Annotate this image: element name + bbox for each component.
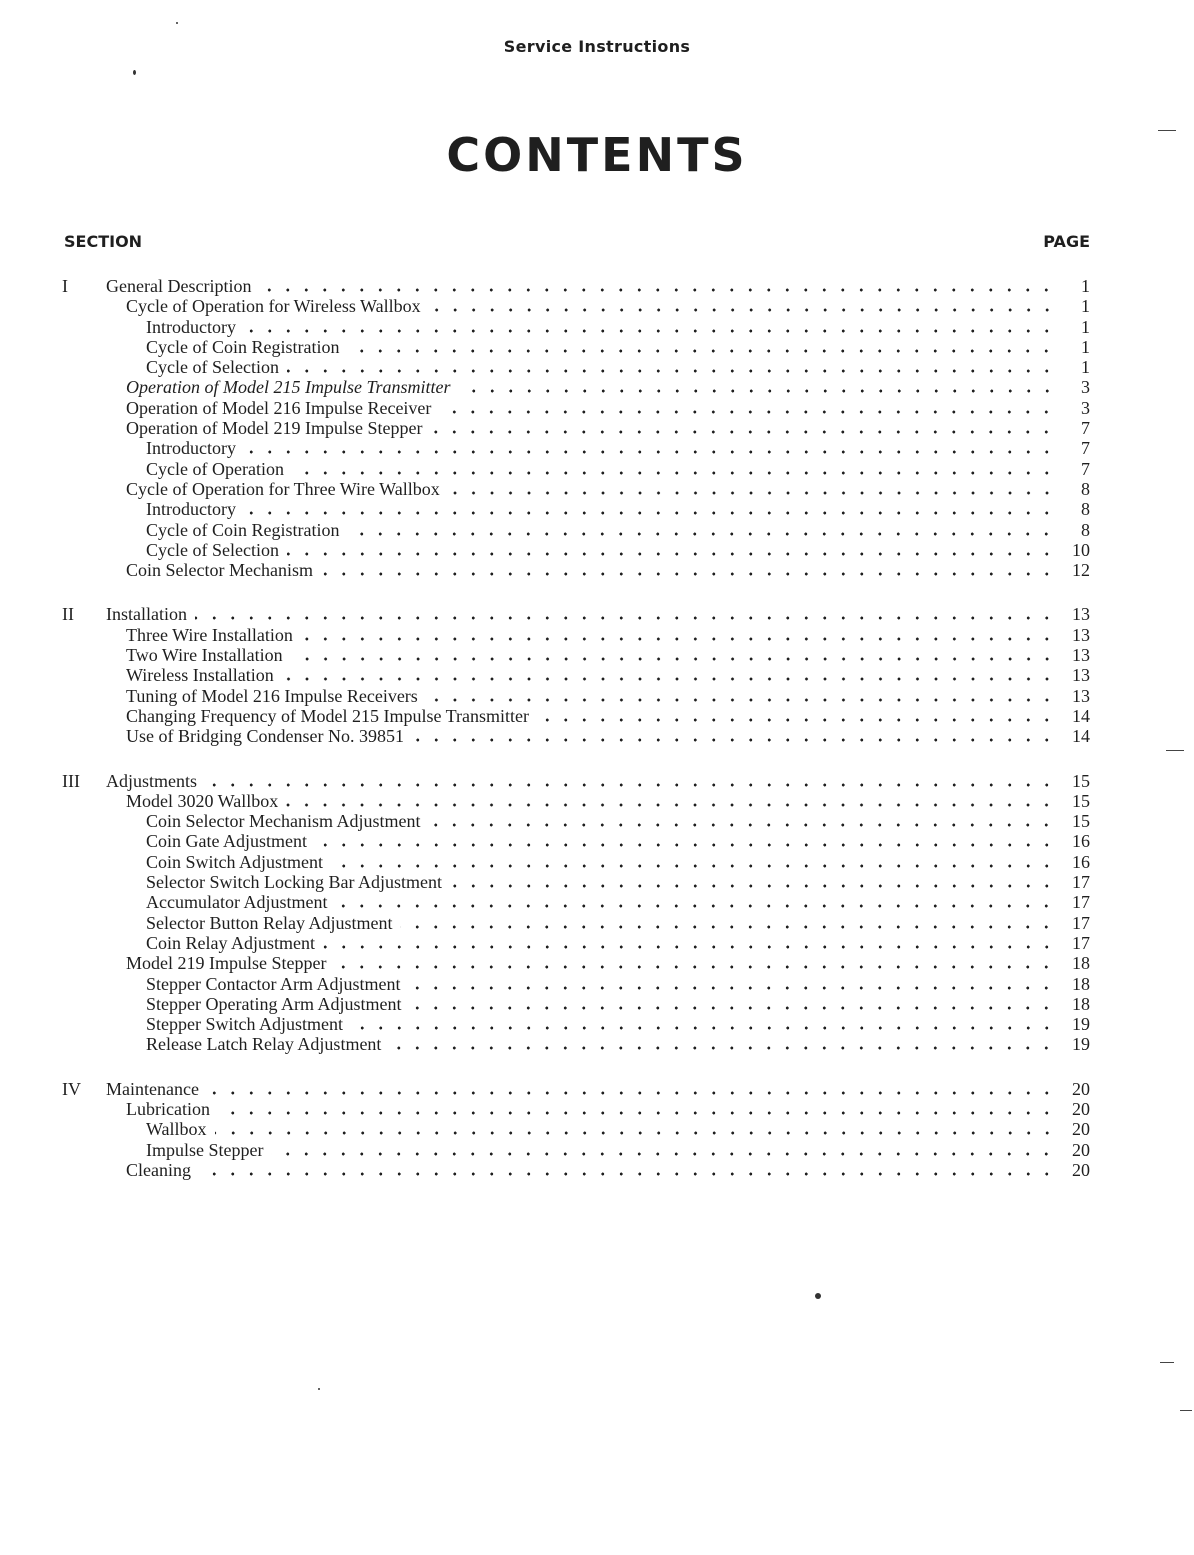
toc-entry (60, 398, 1090, 418)
dot-leader (292, 471, 1056, 475)
toc-entry-title: Cleaning (126, 1159, 191, 1180)
scan-speck (176, 22, 178, 24)
dot-leader (205, 783, 1056, 787)
toc-entry-title: Introductory (146, 316, 236, 337)
toc-entry (60, 1014, 1090, 1034)
toc-page-number: 13 (1072, 665, 1090, 686)
toc-entry (60, 1079, 1090, 1099)
toc-entry-title: Cycle of Operation (146, 458, 284, 479)
dot-leader (450, 884, 1056, 888)
toc-entry-title: Selector Switch Locking Bar Adjustment (146, 872, 442, 893)
toc-page-number: 16 (1072, 831, 1090, 852)
toc-page-number: 7 (1081, 418, 1090, 439)
toc-entry (60, 831, 1090, 851)
toc-entry (60, 1119, 1090, 1139)
toc-entry (60, 357, 1090, 377)
toc-page-number: 10 (1072, 539, 1090, 560)
toc-entry (60, 520, 1090, 540)
dot-leader (334, 965, 1056, 969)
toc-page-number: 16 (1072, 851, 1090, 872)
dot-leader (244, 329, 1056, 333)
toc-entry-title: Coin Relay Adjustment (146, 932, 315, 953)
toc-entry-title: Impulse Stepper (146, 1139, 264, 1160)
toc-page-number: 14 (1072, 726, 1090, 747)
toc-entry (60, 852, 1090, 872)
scan-edge-mark (1180, 1410, 1192, 1411)
section-numeral: I (62, 276, 68, 296)
toc-page-number: 1 (1081, 336, 1090, 357)
toc-section-group (60, 771, 1090, 1055)
toc-entry (60, 438, 1090, 458)
scan-edge-mark (1158, 130, 1176, 131)
toc-page-number: 7 (1081, 438, 1090, 459)
toc-page-number: 18 (1072, 953, 1090, 974)
toc-page-number: 15 (1072, 811, 1090, 832)
toc-entry-title: Introductory (146, 499, 236, 520)
toc-page-number: 17 (1072, 912, 1090, 933)
toc-entry (60, 459, 1090, 479)
toc-entry-title: Stepper Contactor Arm Adjustment (146, 973, 401, 994)
toc-page-number: 13 (1072, 604, 1090, 625)
toc-entry (60, 686, 1090, 706)
dot-leader (448, 491, 1056, 495)
dot-leader (271, 1152, 1056, 1156)
toc-entry-title: Use of Bridging Condenser No. 39851 (126, 726, 404, 747)
toc-entry-title: Cycle of Coin Registration (146, 519, 340, 540)
toc-entry-title: Stepper Operating Arm Adjustment (146, 993, 402, 1014)
toc-entry-title: Tuning of Model 216 Impulse Receivers (126, 685, 418, 706)
toc-page-number: 20 (1072, 1159, 1090, 1180)
toc-entry (60, 872, 1090, 892)
toc-entry-title: Operation of Model 219 Impulse Stepper (126, 418, 423, 439)
dot-leader (282, 677, 1056, 681)
scan-speck (318, 1388, 320, 1390)
dot-leader (218, 1111, 1056, 1115)
toc-page-number: 1 (1081, 276, 1090, 296)
toc-section-group (60, 276, 1090, 580)
section-numeral: III (62, 770, 80, 791)
toc-entry (60, 726, 1090, 746)
toc-section-group (60, 604, 1090, 746)
toc-entry (60, 337, 1090, 357)
toc-entry (60, 994, 1090, 1014)
toc-entry (60, 604, 1090, 624)
dot-leader (286, 803, 1056, 807)
dot-leader (389, 1046, 1056, 1050)
toc-entry-title: Wireless Installation (126, 665, 274, 686)
toc-page-number: 13 (1072, 645, 1090, 666)
toc-entry (60, 771, 1090, 791)
toc-entry (60, 892, 1090, 912)
toc-entry-title: Model 3020 Wallbox (126, 790, 279, 811)
toc-entry-title: Coin Selector Mechanism Adjustment (146, 811, 421, 832)
toc-entry (60, 377, 1090, 397)
dot-leader (335, 904, 1056, 908)
dot-leader (259, 288, 1056, 292)
toc-page-number: 15 (1072, 770, 1090, 791)
toc-page-number: 8 (1081, 499, 1090, 520)
toc-page-number: 13 (1072, 624, 1090, 645)
dot-leader (400, 925, 1056, 929)
toc-entry-title: Coin Selector Mechanism (126, 560, 313, 581)
toc-entry-title: Installation (106, 604, 187, 625)
dot-leader (331, 864, 1056, 868)
dot-leader (426, 698, 1056, 702)
toc-entry (60, 706, 1090, 726)
dot-leader (537, 718, 1056, 722)
toc-entry-title: Stepper Switch Adjustment (146, 1014, 343, 1035)
dot-leader (195, 616, 1056, 620)
toc-entry (60, 645, 1090, 665)
section-numeral: II (62, 604, 74, 625)
toc-entry (60, 913, 1090, 933)
toc-page-number: 8 (1081, 519, 1090, 540)
toc-page-number: 15 (1072, 790, 1090, 811)
toc-page-number: 20 (1072, 1119, 1090, 1140)
toc-entry (60, 933, 1090, 953)
scan-speck (133, 70, 136, 75)
dot-leader (287, 369, 1056, 373)
toc-entry-title: Adjustments (106, 770, 198, 791)
table-of-contents (60, 276, 1090, 1204)
toc-page-number: 1 (1081, 357, 1090, 378)
toc-page-number: 18 (1072, 993, 1090, 1014)
toc-entry-title: Cycle of Operation for Wireless Wallbox (126, 296, 421, 317)
toc-entry-title: General Description (106, 276, 252, 296)
toc-entry-title: Three Wire Installation (126, 624, 293, 645)
toc-page-number: 1 (1081, 296, 1090, 317)
dot-leader (439, 410, 1056, 414)
dot-leader (215, 1131, 1056, 1135)
toc-page-number: 12 (1072, 560, 1090, 581)
toc-entry-title: Release Latch Relay Adjustment (146, 1034, 382, 1055)
toc-entry (60, 540, 1090, 560)
dot-leader (351, 1026, 1056, 1030)
toc-entry-title: Operation of Model 215 Impulse Transmitter (126, 377, 451, 398)
dot-leader (408, 986, 1056, 990)
toc-entry-title: Introductory (146, 438, 236, 459)
toc-page-number: 3 (1081, 397, 1090, 418)
running-header: Service Instructions (503, 37, 691, 56)
toc-entry-title: Selector Button Relay Adjustment (146, 912, 393, 933)
toc-page-number: 18 (1072, 973, 1090, 994)
toc-page-number: 19 (1072, 1014, 1090, 1035)
toc-entry-title: Operation of Model 216 Impulse Receiver (126, 397, 432, 418)
toc-entry (60, 1140, 1090, 1160)
page-column-heading: PAGE (1043, 232, 1090, 251)
toc-entry (60, 665, 1090, 685)
section-numeral: IV (62, 1078, 81, 1099)
dot-leader (301, 637, 1056, 641)
dot-leader (199, 1172, 1056, 1176)
toc-page-number: 13 (1072, 685, 1090, 706)
toc-entry (60, 953, 1090, 973)
toc-page-number: 20 (1072, 1098, 1090, 1119)
dot-leader (291, 657, 1056, 661)
toc-page-number: 1 (1081, 316, 1090, 337)
toc-entry-title: Changing Frequency of Model 215 Impulse Transmitter (126, 705, 529, 726)
toc-entry-title: Two Wire Installation (126, 645, 283, 666)
toc-entry (60, 418, 1090, 438)
dot-leader (412, 738, 1056, 742)
toc-page-number: 20 (1072, 1139, 1090, 1160)
toc-page-number: 17 (1072, 932, 1090, 953)
dot-leader (428, 823, 1056, 827)
toc-page-number: 17 (1072, 892, 1090, 913)
toc-page-number: 20 (1072, 1078, 1090, 1099)
toc-entry (60, 1099, 1090, 1119)
toc-page-number: 17 (1072, 872, 1090, 893)
toc-entry-title: Wallbox (146, 1119, 207, 1140)
dot-leader (430, 430, 1056, 434)
dot-leader (287, 552, 1056, 556)
toc-entry-title: Accumulator Adjustment (146, 892, 328, 913)
dot-leader (315, 843, 1056, 847)
toc-entry (60, 625, 1090, 645)
dot-leader (347, 532, 1056, 536)
toc-entry (60, 276, 1090, 296)
dot-leader (244, 450, 1056, 454)
toc-entry-title: Cycle of Coin Registration (146, 336, 340, 357)
toc-entry-title: Coin Gate Adjustment (146, 831, 307, 852)
toc-entry (60, 1034, 1090, 1054)
toc-entry (60, 499, 1090, 519)
toc-entry (60, 974, 1090, 994)
section-column-heading: SECTION (64, 232, 143, 251)
toc-entry (60, 811, 1090, 831)
toc-entry (60, 560, 1090, 580)
toc-page-number: 14 (1072, 705, 1090, 726)
dot-leader (244, 511, 1056, 515)
dot-leader (459, 389, 1057, 393)
toc-page-number: 3 (1081, 377, 1090, 398)
toc-page-number: 8 (1081, 478, 1090, 499)
toc-page-number: 7 (1081, 458, 1090, 479)
toc-entry (60, 1160, 1090, 1180)
dot-leader (409, 1006, 1056, 1010)
scan-edge-mark (1166, 750, 1184, 751)
toc-entry-title: Cycle of Operation for Three Wire Wallbox (126, 478, 440, 499)
toc-entry-title: Cycle of Selection (146, 357, 279, 378)
toc-entry (60, 479, 1090, 499)
scan-speck (815, 1293, 821, 1299)
toc-entry-title: Maintenance (106, 1078, 199, 1099)
toc-entry-title: Lubrication (126, 1098, 210, 1119)
toc-entry-title: Model 219 Impulse Stepper (126, 953, 327, 974)
toc-page-number: 19 (1072, 1034, 1090, 1055)
page-title: CONTENTS (446, 128, 748, 182)
dot-leader (207, 1091, 1056, 1095)
dot-leader (321, 572, 1056, 576)
dot-leader (323, 945, 1056, 949)
toc-entry (60, 317, 1090, 337)
dot-leader (429, 308, 1056, 312)
toc-entry-title: Coin Switch Adjustment (146, 851, 324, 872)
toc-entry (60, 791, 1090, 811)
toc-entry (60, 296, 1090, 316)
toc-section-group (60, 1079, 1090, 1180)
toc-entry-title: Cycle of Selection (146, 539, 279, 560)
scan-edge-mark (1160, 1362, 1174, 1363)
dot-leader (347, 349, 1056, 353)
